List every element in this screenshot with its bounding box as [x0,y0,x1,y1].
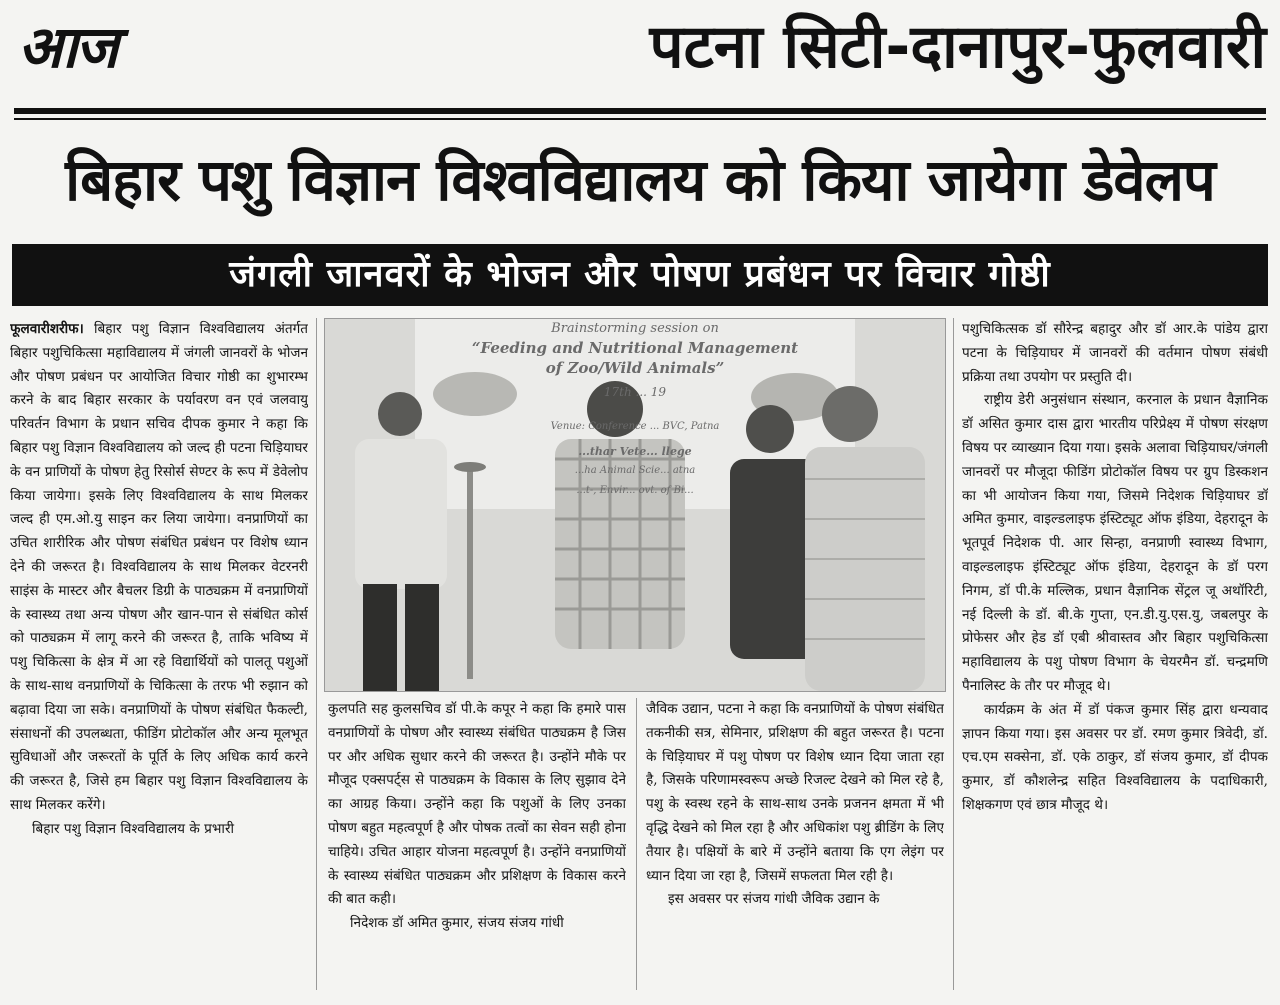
column-divider [636,698,637,990]
paragraph: कार्यक्रम के अंत में डॉ पंकज कुमार सिंह द्वारा धन्यवाद ज्ञापन किया गया। इस अवसर पर डॉ. रमण कुमार त्रिवेदी, डॉ. एच.एम सक्सेना, डॉ. एके ठाकुर, डॉ संजय कुमार, डॉ दीपक कुमार, डॉ कौशलेन्द्र सहित विश्वविद्यालय के पदाधिकारी, शिक्षकगण एवं छात्र मौजूद थे। [962,701,1268,813]
banner-text: Brainstorming session on [551,321,719,336]
masthead-rule-thin [14,118,1266,120]
banner-text: “Feeding and Nutritional Management [471,339,799,357]
banner-text: ...ha Animal Scie... atna [574,465,696,476]
masthead-rule [14,108,1266,114]
masthead [0,0,1280,120]
paragraph: कुलपति सह कुलसचिव डॉ पी.के कपूर ने कहा कि हमारे पास वनप्राणियों के पोषण और स्वास्थ्य संबंधित पाठ्यक्रम है जिस पर और अधिक सुधार करने की जरूरत है। उन्होंने मौके पर मौजूद एक्सपर्ट्स से पाठ्यक्रम के विकास के लिए सुझाव देने का आग्रह किया। उन्होंने कहा कि पशुओं के लिए उनका पोषण बहुत महत्वपूर्ण है और पोषक तत्वों का सेवन सही होना चाहिये। उचित आहार योजना महत्वपूर्ण है। उन्होंने वनप्राणियों के स्वास्थ्य संबंधित पाठ्यक्रम और प्रशिक्षण के विकास करने की बात कही। [328,701,626,908]
page-bottom-edge [0,993,1280,1005]
column-divider [953,318,954,990]
article-column-1 [10,318,308,990]
paragraph: बिहार पशु विज्ञान विश्वविद्यालय के प्रभारी [32,820,235,837]
headline: बिहार पशु विज्ञान विश्वविद्यालय को किया जायेगा डेवेलप [65,146,1215,214]
banner-text: 17th ... 19 [603,385,667,399]
newspaper-logo: आज [18,13,117,81]
paragraph: बिहार पशु विज्ञान विश्वविद्यालय अंतर्गत बिहार पशुचिकित्सा महाविद्यालय में जंगली जानवरों के भोजन और पोषण प्रबंधन पर आयोजित विचार गोष्ठी का शुभारम्भ करने के बाद बिहार सरकार के पर्यावरण वन एवं जलवायु परिवर्तन विभाग के प्रधान सचिव दीपक कुमार ने कहा कि बिहार पशु विज्ञान विश्वविद्यालय को जल्द ही पटना चिड़ियाघर के वन प्राणियों के पोषण हेतु रिसोर्स सेण्टर के रूप में डेवेलोप किया जायेगा। इसके लिए विश्वविद्यालय के साथ मिलकर जल्द ही एम.ओ.यु साइन कर लिया जायेगा। वनप्राणियों का उचित शारीरिक और पोषण संबंधित प्रबंधन पर विशेष ध्यान देने की जरूरत है। विश्वविद्यालय के साथ मिलकर वेटरनरी साइंस के मास्टर और बैचलर डिग्री के पाठ्यक्रम में वनप्राणियों के स्वास्थ्य तथा अन्य पोषण और खान-पान से संबंधित कोर्स को पाठ्यक्रम में लागू करने की जरूरत है, ताकि भविष्य में पशु चिकित्सा के क्षेत्र में आ रहे विद्यार्थियों को पालतू पशुओं के साथ-साथ वनप्राणियों के चिकित्सा के तरफ भी रुझान को बढ़ावा दिया जा सके। वनप्राणियों के पोषण संबंधित फैकल्टी, संसाधनों की उपलब्धता, फीडिंग प्रोटोकॉल और अन्य मूलभूत सुविधाओं और जरूरतों के पूर्ति के लिए अधिक कार्य करने की जरूरत है, जिसे हम बिहार पशु विज्ञान विश्वविद्यालय के साथ मिलकर करेंगे। [10,321,308,813]
article-column-3 [646,698,944,990]
banner-text: of Zoo/Wild Animals” [545,359,725,377]
paragraph: इस अवसर पर संजय गांधी जैविक उद्यान के [668,891,880,908]
column-divider [316,318,317,990]
section-title: पटना सिटी-दानापुर-फुलवारी [649,12,1266,82]
event-photo [324,318,946,692]
dateline: फूलवारीशरीफ। [10,321,84,337]
paragraph: निदेशक डॉ अमित कुमार, संजय संजय गांधी [350,915,564,932]
banner-text: ...t-, Envir... ovt. of Bi... [576,485,694,496]
article-column-2 [328,698,626,990]
article-column-4 [962,318,1268,990]
banner-text: ...thar Vete... llege [578,445,692,458]
paragraph: जैविक उद्यान, पटना ने कहा कि वनप्राणियों के पोषण संबंधित तकनीकी सत्र, सेमिनार, प्रशिक्षण की बहुत जरूरत है। पटना के चिड़ियाघर में पशु पोषण पर विशेष ध्यान दिया जाता रहा है, जिसके परिणामस्वरूप अच्छे रिजल्ट देखने को मिल रहे है, पशु के स्वस्थ रहने के साथ-साथ उनके प्रजनन क्षमता में भी वृद्धि देखने को मिल रहा है और अधिकांश पशु ब्रीडिंग के लिए तैयार है। पक्षियों के बारे में उन्होंने बताया कि एग लेइंग पर ध्यान दिया जा रहा है, जिसमें सफलता मिल रही है। [646,701,944,884]
banner-text: Venue: Conference ... BVC, Patna [550,421,720,432]
paragraph: पशुचिकित्सक डॉ सौरेन्द्र बहादुर और डॉ आर.के पांडेय द्वारा पटना के चिड़ियाघर में जानवरों की वर्तमान पोषण संबंधी प्रक्रिया तथा उपयोग पर प्रस्तुति दी। [962,321,1268,385]
subheadline: जंगली जानवरों के भोजन और पोषण प्रबंधन पर विचार गोष्ठी [12,244,1268,306]
paragraph: राष्ट्रीय डेरी अनुसंधान संस्थान, करनाल के प्रधान वैज्ञानिक डॉ असित कुमार दास द्वारा भारतीय परिप्रेक्ष्य में पोषण संरक्षण विषय पर व्याख्यान दिया गया। इसके अलावा चिड़ियाघर/जंगली जानवरों पर मौजूदा फीडिंग प्रोटोकॉल विषय पर ग्रुप डिस्कशन का भी आयोजन किया गया, जिसमे निदेशक चिड़ियाघर डॉ अमित कुमार, वाइल्डलाइफ इंस्टिट्यूट ऑफ इंडिया, देहरादून के भूतपूर्व निदेशक पी. आर सिन्हा, वनप्राणी स्वास्थ्य विभाग, वाइल्डलाइफ इंस्टिट्यूट ऑफ इंडिया, देहरादून के डॉ परग निगम, डॉ पी.के मल्लिक, प्रधान वैज्ञानिक सेंट्रल जू अथॉरिटी, नई दिल्ली के डॉ. बी.के गुप्ता, एन.डी.यु.एस.यु, जबलपुर के प्रोफेसर और हेड डॉ एबी श्रीवास्तव और बिहार पशुचिकित्सा महाविद्यालय के पशु पोषण विभाग के चेयरमैन डॉ. चन्द्रमणि पैनालिस्ट के तौर पर मौजूद थे। [962,392,1268,694]
